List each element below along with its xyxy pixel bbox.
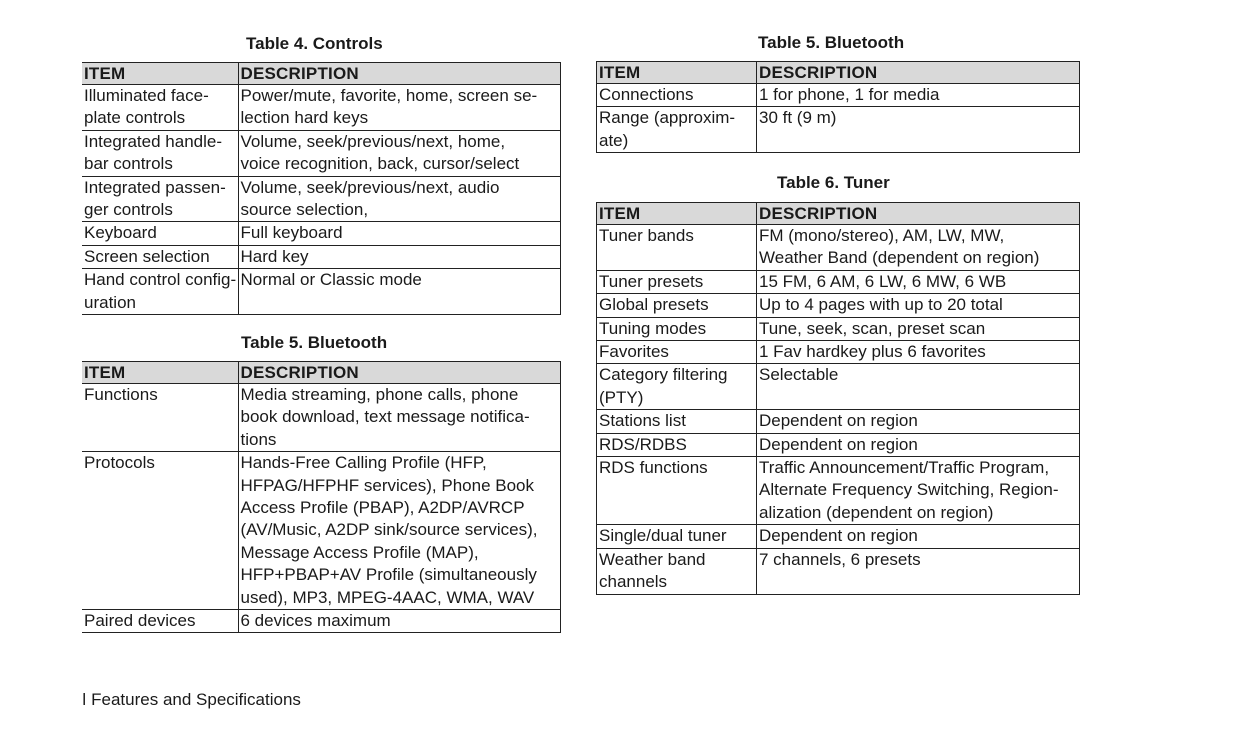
table-row <box>82 452 560 610</box>
table5-bluetooth-right <box>596 61 1080 153</box>
cell-text-line: Dependent on region <box>759 434 918 454</box>
table-row <box>82 269 560 315</box>
column-header-item: ITEM <box>597 62 757 84</box>
cell-text-line: Hard key <box>240 246 309 266</box>
cell-text-line: HFPAG/HFPHF services), Phone Book <box>240 475 534 495</box>
description-cell <box>238 245 560 268</box>
cell-text-line: Volume, seek/previous/next, audio <box>240 177 500 197</box>
description-cell <box>238 176 560 222</box>
description-cell <box>238 222 560 245</box>
description-cell <box>238 452 560 610</box>
description-cell <box>757 410 1080 433</box>
cell-text-line: Range (approxim- <box>599 108 736 128</box>
cell-text-line: plate controls <box>84 108 186 128</box>
cell-text-line: Tune, seek, scan, preset scan <box>759 318 986 338</box>
cell-text-line: RDS functions <box>599 458 708 478</box>
description-cell <box>238 610 560 633</box>
description-cell <box>238 85 560 131</box>
item-cell <box>82 384 238 452</box>
cell-text-line: bar controls <box>84 154 173 174</box>
cell-text-line: Illuminated face- <box>84 86 209 105</box>
cell-text-line: Alternate Frequency Switching, Region- <box>759 480 1059 500</box>
item-cell <box>82 610 238 633</box>
table-row <box>597 270 1080 293</box>
cell-text-line: Full keyboard <box>240 223 343 243</box>
item-cell <box>82 130 238 176</box>
description-cell <box>757 270 1080 293</box>
item-cell <box>597 107 757 153</box>
cell-text-line: Power/mute, favorite, home, screen se- <box>240 86 538 105</box>
table-row <box>82 176 560 222</box>
cell-text-line: Hand control config- <box>84 270 237 290</box>
column-header-description: DESCRIPTION <box>757 62 1080 84</box>
cell-text-line: 6 devices maximum <box>240 611 391 631</box>
cell-text-line: ate) <box>599 130 629 150</box>
cell-text-line: 1 for phone, 1 for media <box>759 85 940 104</box>
page-footer: ǀ Features and Specifications <box>82 690 301 709</box>
cell-text-line: Traffic Announcement/Traffic Program, <box>759 458 1050 478</box>
column-header-item: ITEM <box>82 63 238 85</box>
cell-text-line: ger controls <box>84 200 173 220</box>
cell-text-line: 15 FM, 6 AM, 6 LW, 6 MW, 6 WB <box>759 271 1007 291</box>
cell-text-line: Normal or Classic mode <box>240 270 422 290</box>
cell-text-line: HFP+PBAP+AV Profile (simultaneously <box>240 565 537 585</box>
table-row <box>82 610 560 633</box>
item-cell <box>597 317 757 340</box>
table-header-row <box>597 62 1080 84</box>
table5-left-caption: Table 5. Bluetooth <box>241 333 388 352</box>
table6-tuner <box>596 202 1080 595</box>
cell-text-line: lection hard keys <box>240 108 369 128</box>
description-cell <box>757 433 1080 456</box>
item-cell <box>597 294 757 317</box>
item-cell <box>597 270 757 293</box>
cell-text-line: 7 channels, 6 presets <box>759 549 921 569</box>
cell-text-line: uration <box>84 292 136 312</box>
cell-text-line: 1 Fav hardkey plus 6 favorites <box>759 342 986 362</box>
column-header-description: DESCRIPTION <box>238 63 560 85</box>
table-row <box>82 245 560 268</box>
table-row <box>82 130 560 176</box>
cell-text-line: Weather Band (dependent on region) <box>759 248 1040 268</box>
table-row <box>597 410 1080 433</box>
cell-text-line: voice recognition, back, cursor/select <box>240 154 520 174</box>
table6-caption: Table 6. Tuner <box>777 173 890 192</box>
description-cell <box>238 269 560 315</box>
cell-text-line: used), MP3, MPEG-4AAC, WMA, WAV <box>240 587 535 607</box>
table5-right-caption: Table 5. Bluetooth <box>758 33 905 52</box>
description-cell <box>757 457 1080 525</box>
table-row <box>597 294 1080 317</box>
table-row <box>82 384 560 452</box>
cell-text-line: book download, text message notifica- <box>240 407 530 427</box>
column-header-description: DESCRIPTION <box>757 203 1080 225</box>
cell-text-line: Integrated passen- <box>84 177 226 197</box>
description-cell <box>757 225 1080 271</box>
cell-text-line: Favorites <box>599 342 669 362</box>
column-header-item: ITEM <box>597 203 757 225</box>
cell-text-line: channels <box>599 572 668 592</box>
cell-text-line: Up to 4 pages with up to 20 total <box>759 295 1003 315</box>
table-row <box>82 85 560 131</box>
cell-text-line: Category filtering <box>599 365 728 385</box>
cell-text-line: Tuner presets <box>599 271 704 291</box>
table-row <box>597 107 1080 153</box>
item-cell <box>597 225 757 271</box>
cell-text-line: 30 ft (9 m) <box>759 108 837 128</box>
description-cell <box>757 525 1080 548</box>
cell-text-line: Protocols <box>84 453 155 473</box>
cell-text-line: Hands-Free Calling Profile (HFP, <box>240 453 487 473</box>
item-cell <box>82 269 238 315</box>
table-row <box>597 364 1080 410</box>
item-cell <box>597 341 757 364</box>
cell-text-line: Functions <box>84 385 158 404</box>
description-cell <box>757 364 1080 410</box>
cell-text-line: RDS/RDBS <box>599 434 687 454</box>
table-header-row <box>597 203 1080 225</box>
table-row <box>82 222 560 245</box>
table-row <box>597 457 1080 525</box>
table-row <box>597 225 1080 271</box>
cell-text-line: Dependent on region <box>759 411 918 431</box>
description-cell <box>757 84 1080 107</box>
item-cell <box>82 85 238 131</box>
cell-text-line: (PTY) <box>599 387 644 407</box>
cell-text-line: Tuning modes <box>599 318 707 338</box>
cell-text-line: Tuner bands <box>599 226 694 245</box>
table5-bluetooth-left <box>82 361 561 633</box>
cell-text-line: tions <box>240 429 277 449</box>
table-row <box>597 317 1080 340</box>
cell-text-line: Media streaming, phone calls, phone <box>240 385 519 404</box>
item-cell <box>597 548 757 594</box>
column-header-description: DESCRIPTION <box>238 362 560 384</box>
item-cell <box>597 525 757 548</box>
cell-text-line: Volume, seek/previous/next, home, <box>240 131 506 151</box>
table-row <box>597 84 1080 107</box>
table4-controls <box>82 62 561 315</box>
item-cell <box>82 222 238 245</box>
item-cell <box>597 410 757 433</box>
description-cell <box>757 341 1080 364</box>
item-cell <box>82 176 238 222</box>
cell-text-line: (AV/Music, A2DP sink/source services), <box>240 520 538 540</box>
description-cell <box>757 548 1080 594</box>
table-row <box>597 433 1080 456</box>
description-cell <box>757 294 1080 317</box>
table-row <box>597 525 1080 548</box>
description-cell <box>238 130 560 176</box>
cell-text-line: Global presets <box>599 295 709 315</box>
cell-text-line: FM (mono/stereo), AM, LW, MW, <box>759 226 1005 245</box>
item-cell <box>597 457 757 525</box>
column-header-item: ITEM <box>82 362 238 384</box>
table-header-row <box>82 362 560 384</box>
item-cell <box>82 452 238 610</box>
cell-text-line: Integrated handle- <box>84 131 222 151</box>
cell-text-line: Screen selection <box>84 246 210 266</box>
table-row <box>597 341 1080 364</box>
cell-text-line: alization (dependent on region) <box>759 502 994 522</box>
table-row <box>597 548 1080 594</box>
cell-text-line: Stations list <box>599 411 686 431</box>
cell-text-line: Message Access Profile (MAP), <box>240 542 479 562</box>
description-cell <box>757 317 1080 340</box>
description-cell <box>238 384 560 452</box>
item-cell <box>82 245 238 268</box>
table-header-row <box>82 63 560 85</box>
item-cell <box>597 84 757 107</box>
cell-text-line: Connections <box>599 85 694 104</box>
cell-text-line: Selectable <box>759 365 839 385</box>
cell-text-line: Access Profile (PBAP), A2DP/AVRCP <box>240 498 525 518</box>
cell-text-line: Weather band <box>599 549 706 569</box>
description-cell <box>757 107 1080 153</box>
item-cell <box>597 364 757 410</box>
item-cell <box>597 433 757 456</box>
table4-caption: Table 4. Controls <box>246 34 383 53</box>
cell-text-line: source selection, <box>240 200 369 220</box>
cell-text-line: Keyboard <box>84 223 157 243</box>
cell-text-line: Single/dual tuner <box>599 526 727 546</box>
cell-text-line: Dependent on region <box>759 526 918 546</box>
cell-text-line: Paired devices <box>84 611 196 631</box>
